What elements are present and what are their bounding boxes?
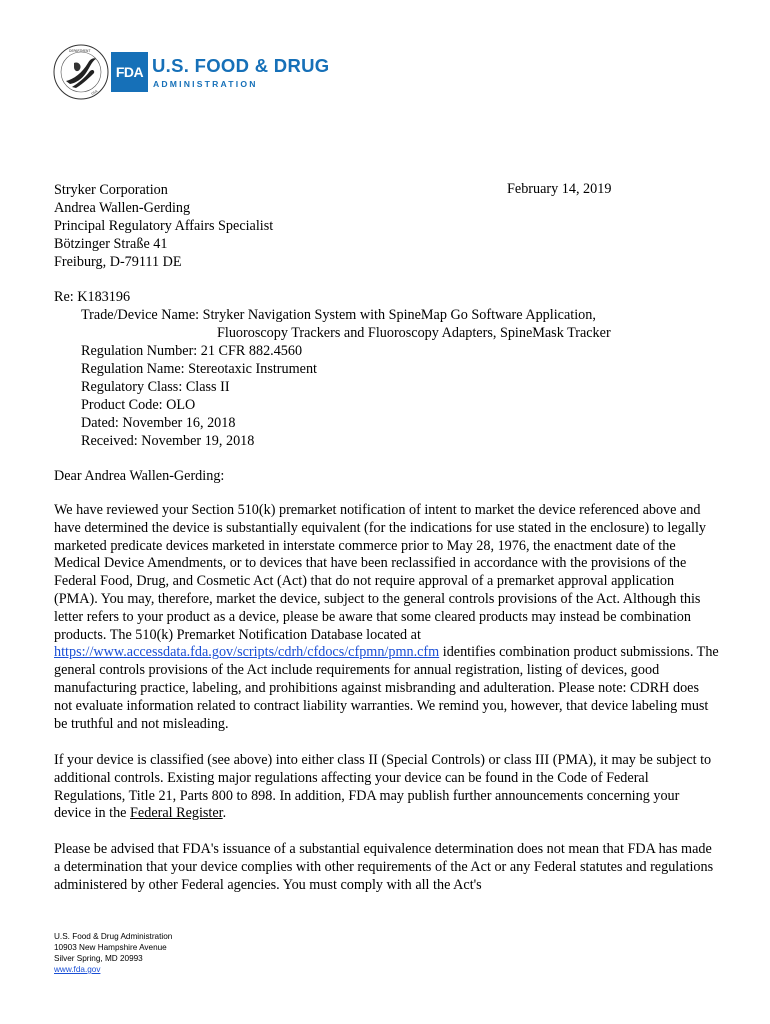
received-line: Received: November 19, 2018 [81,433,255,449]
regulatory-class: Regulatory Class: Class II [81,379,230,395]
svg-text:USA: USA [90,89,99,96]
letter-date: February 14, 2019 [507,181,612,197]
pmn-database-link[interactable]: https://www.accessdata.fda.gov/scripts/cdrh/cfdocs/cfpmn/pmn.cfm [54,644,440,661]
product-code: Product Code: OLO [81,397,196,413]
recipient-title: Principal Regulatory Affairs Specialist [54,218,274,234]
footer-agency: U.S. Food & Drug Administration [54,932,173,941]
para1-text-end: identifies combination product submissions. The general controls provisions of the Act include requirements for annual registration, listing of devices, good manufacturing practice, labeling, and prohibitions against misbranding and adulteration. Please note: CDRH does not evaluate information related to contract liability warranties. We remind you, however, that device labeling must be truthful and not misleading. [54,644,719,732]
recipient-address [54,181,724,271]
salutation: Dear Andrea Wallen-Gerding: [54,468,225,484]
recipient-name: Andrea Wallen-Gerding [54,200,191,216]
footer-website-link[interactable]: www.fda.gov [54,965,101,974]
paragraph-advisory: Please be advised that FDA's issuance of a substantial equivalence determination does not mean that FDA has made a determination that your device complies with other requirements of the Act or any Federal statutes and regulations administered by other Federal agencies. You must comply with all the Act's [54,841,714,893]
paragraph-substantial-equivalence [54,502,719,733]
dated-line: Dated: November 16, 2018 [81,415,236,431]
regulation-name: Regulation Name: Stereotaxic Instrument [81,361,317,377]
fda-logo-box: FDA [111,52,148,92]
regulation-number: Regulation Number: 21 CFR 882.4560 [81,343,303,359]
paragraph-additional-controls [54,752,719,823]
svg-text:DEPARTMENT: DEPARTMENT [69,49,91,53]
hhs-seal-logo [52,43,110,101]
agency-name: U.S. FOOD & DRUG [152,55,330,76]
reference-block [54,288,724,450]
trade-name-line-1: Trade/Device Name: Stryker Navigation System with SpineMap Go Software Application, [81,307,596,323]
re-line: Re: K183196 [54,289,131,305]
footer-city: Silver Spring, MD 20993 [54,954,143,963]
trade-name-line-2: Fluoroscopy Trackers and Fluoroscopy Adapters, SpineMask Tracker [217,325,611,341]
footer-street: 10903 New Hampshire Avenue [54,943,167,952]
federal-register-text: Federal Register [130,805,223,822]
recipient-street: Bötzinger Straße 41 [54,236,168,252]
para2-period: . [222,805,227,822]
para2-text: If your device is classified (see above) into either class II (Special Controls) or class III (PMA), it may be subject to additional controls. Existing major regulations affecting your device can be found in the Code of Federal Regulations, Title 21, Parts 800 to 898. In addition, FDA may publish further announcements concerning your device in the [54,752,712,822]
recipient-company: Stryker Corporation [54,182,168,198]
footer-address [54,931,172,975]
para1-text-start: We have reviewed your Section 510(k) premarket notification of intent to market the device referenced above and have determined the device is substantially equivalent (for the indications for use stated in the enclosure) to legally marketed predicate devices marketed in interstate commerce prior to May 28, 1976, the enactment date of the Medical Device Amendments, or to devices that have been reclassified in accordance with the provisions of the Federal Food, Drug, and Cosmetic Act (Act) that do not require approval of a premarket approval application (PMA). You may, therefore, market the device, subject to the general controls provisions of the Act. Although this letter refers to your product as a device, please be aware that some cleared products may instead be combination products. The 510(k) Premarket Notification Database located at [54,502,707,643]
agency-subtitle: ADMINISTRATION [153,79,258,89]
recipient-city: Freiburg, D-79111 DE [54,254,182,270]
